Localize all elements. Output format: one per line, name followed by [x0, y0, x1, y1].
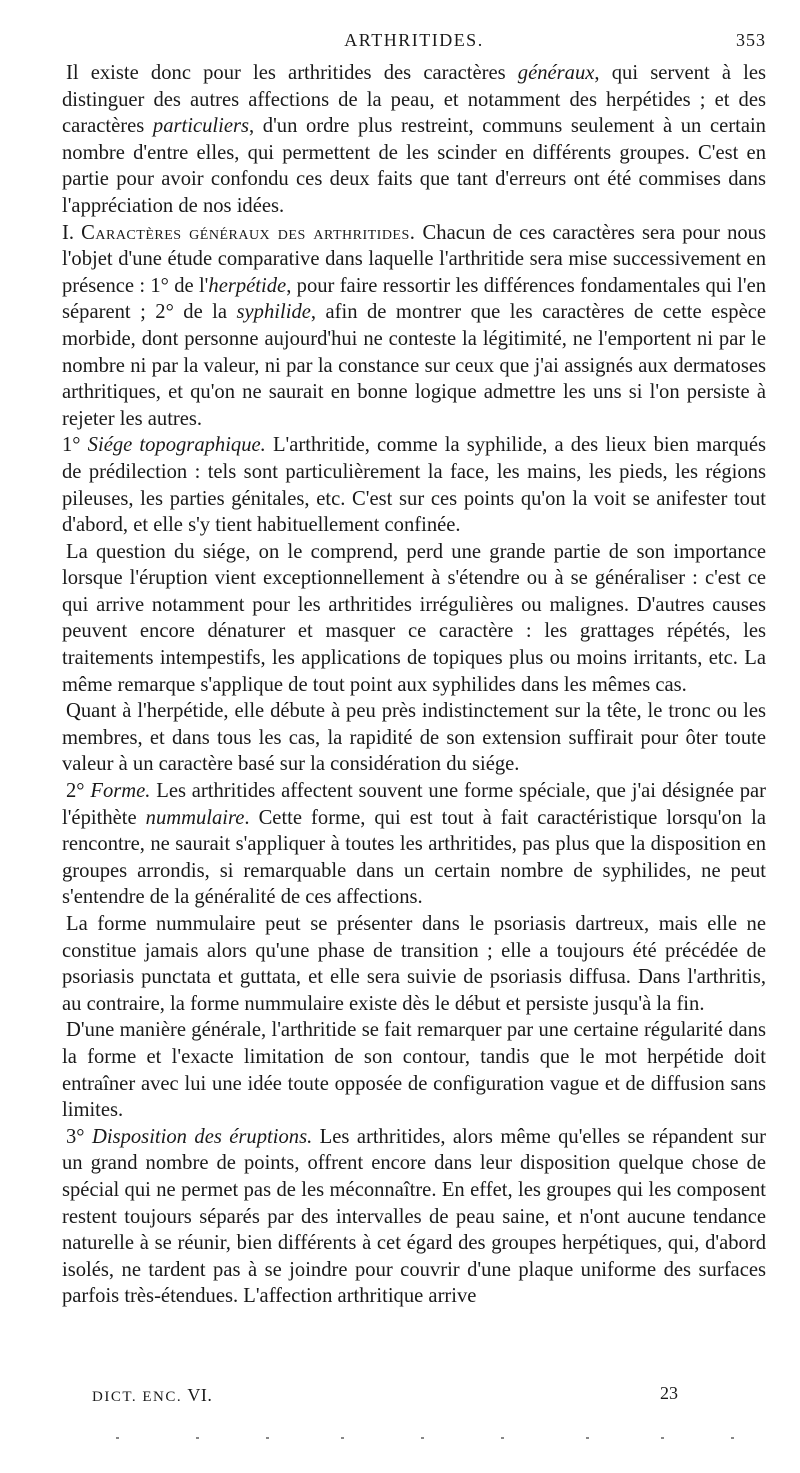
section-number: 2° — [66, 780, 85, 803]
paragraph — [62, 1017, 766, 1123]
text-run: Les arthritides affectent souvent une forme spéciale, que j'ai désignée par l'épithète — [62, 780, 766, 829]
section-heading: Caractères généraux des arthritides. — [81, 221, 416, 244]
text-run: , d'un ordre plus restreint, communs seulement à un certain nombre d'entre elles, qui permettent de les scinder en différents groupes. C'est en partie pour avoir confondu ces deux faits que tant d'erreurs ont été commises dans l'appréciation de nos idées. — [62, 115, 766, 217]
text-run: Les arthritides, alors même qu'elles se répandent sur un grand nombre de points, offrent encore dans leur disposition quelque chose de spécial qui ne permet pas de les méconnaître. En effet, les groupes qui les composent restent toujours séparés par des intervalles de peau saine, et n'ont aucune tendance naturelle à se réunir, bien différents à cet égard des groupes herpétiques, qui, d'abord isolés, ne tardent pas à se joindre pour couvrir d'une plaque uniforme des surfaces parfois très-étendues. L'affection arthritique arrive — [62, 1125, 766, 1308]
text-run: D'une manière générale, l'arthritide se fait remarquer par une certaine régularité dans la forme et l'exacte limitation de son contour, tandis que le mot herpétide doit entraîner avec lui une idée toute opposée de configuration vague et de diffusion sans limites. — [62, 1019, 766, 1122]
emphasis: particuliers — [152, 115, 250, 138]
emphasis: syphilide — [236, 301, 311, 324]
emphasis: généraux — [517, 62, 595, 84]
sheet-number: 23 — [660, 1383, 678, 1403]
text-run: , pour faire ressortir les différences fondamentales qui l'en séparent ; 2° de la — [62, 274, 767, 324]
paragraph — [62, 432, 766, 538]
page-footer — [92, 1383, 692, 1409]
text-run: Quant à l'herpétide, elle débute à peu près indistinctement sur la tête, le tronc ou les membres, et dans tous les cas, la rapidité de son extension suffirait pour ôter toute valeur à un caractère basé sur la considération du siége. — [62, 700, 766, 776]
section-number: 1° — [62, 434, 81, 457]
running-title: ARTHRITIDES. — [344, 30, 484, 50]
text-run: La question du siége, on le comprend, perd une grande partie de son importance lorsque l'éruption vient exceptionnellement à s'étendre ou à se généraliser : c'est ce qui arrive notamment pour les arthritides irrégulières ou malignes. D'autres causes peuvent encore dénaturer et masquer ce caractère : les grattages répétés, les traitements intempestifs, les applications de topiques plus ou moins irritants, etc. La même remarque s'applique de tout point aux syphilides dans les mêmes cas. — [62, 540, 766, 696]
page-header — [62, 30, 766, 56]
text-run: Chacun de ces caractères sera pour nous l'objet d'une étude comparative dans laquelle l'arthritide sera mise successivement en présence : 1° de l' — [62, 221, 766, 297]
text-run: La forme nummulaire peut se présenter dans le psoriasis dartreux, mais elle ne constitue jamais alors qu'une phase de transition ; elle a toujours été précédée de psoriasis punctata et guttata, et elle sera suivie de psoriasis diffusa. Dans l'arthritis, au contraire, la forme nummulaire existe dès le début et persiste jusqu'à la fin. — [62, 913, 766, 1015]
printer-dash-rule — [116, 1437, 736, 1439]
emphasis: nummulaire — [145, 806, 245, 829]
section-number: 3° — [66, 1125, 85, 1148]
page-number: 353 — [736, 30, 766, 50]
paragraph — [62, 60, 766, 220]
paragraph — [62, 698, 766, 778]
text-run: L'arthritide, comme la syphilide, a des lieux bien marqués de prédilection : tels sont particulièrement la face, les mains, les pieds, les régions pileuses, les parties génitales, etc. C'est sur ces points qu'on la voit se anifester tout d'abord, et elle s'y tient habituellement confinée. — [62, 434, 766, 537]
paragraph — [62, 220, 766, 433]
emphasis: herpétide — [208, 274, 287, 297]
subsection-heading: Disposition des éruptions. — [91, 1125, 313, 1148]
paragraph — [62, 911, 766, 1017]
paragraph — [62, 539, 766, 699]
text-run: Il existe donc pour les arthritides des caractères — [66, 62, 506, 84]
text-run: , afin de montrer que les caractères de cette espèce morbide, dont personne aujourd'hui ne conteste la légitimité, ne l'emportent ni par le nombre ni par la valeur, ni par la constance sur ceux que j'ai assignés aux dermatoses arthritiques, et qu'on ne saurait en bonne logique admettre les uns si l'on persiste à rejeter les autres. — [62, 301, 766, 430]
text-run: , qui servent à les distinguer des autres affections de la peau, et notamment des herpétides ; et des caractères — [62, 62, 767, 138]
body-text — [62, 60, 766, 1310]
volume-number: VI. — [187, 1385, 213, 1405]
signature-mark — [92, 1385, 212, 1406]
paragraph — [62, 778, 766, 911]
subsection-heading: Siége topographique. — [87, 434, 266, 457]
subsection-heading: Forme. — [90, 780, 151, 803]
section-number: I. — [62, 221, 75, 244]
text-run: . Cette forme, qui est tout à fait caractéristique lorsqu'on la rencontre, ne saurait s'appliquer à toutes les arthritides, pas plus que la disposition en groupes arrondis, si remarquable dans un certain nombre de syphilides, ne peut s'entendre de la généralité de ces affections. — [62, 806, 766, 909]
signature-text: DICT. ENC. — [92, 1389, 183, 1405]
paragraph — [62, 1124, 766, 1310]
